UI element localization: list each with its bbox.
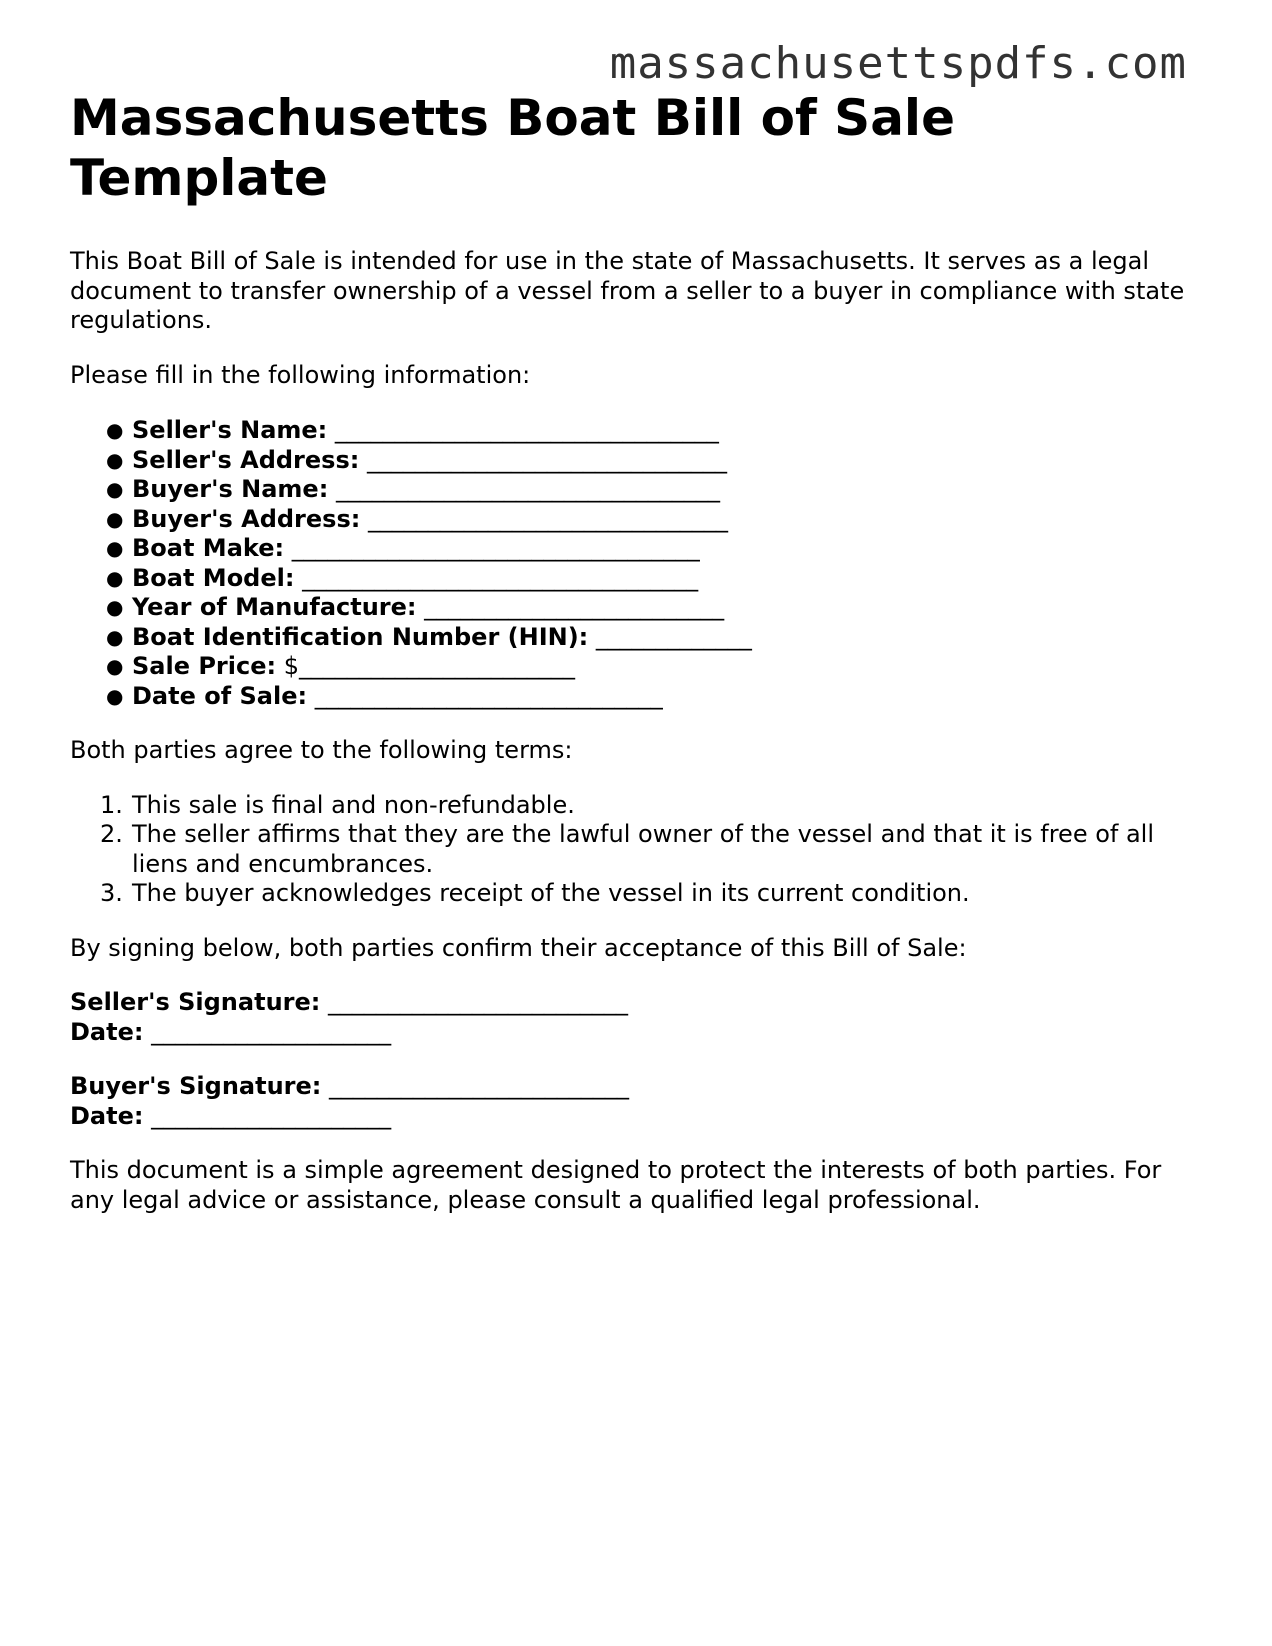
field-label: Buyer's Name: [132, 475, 329, 503]
bullet-icon: ● [106, 565, 124, 590]
field-boat-make [106, 534, 1205, 564]
field-boat-model [106, 563, 1205, 594]
field-label: Boat Model: [132, 563, 295, 592]
bullet-icon: ● [106, 624, 124, 649]
field-label: Year of Manufacture: [132, 593, 417, 621]
bullet-icon: ● [106, 654, 124, 678]
field-blank[interactable]: ________________________________ [335, 475, 720, 503]
bullet-icon: ● [106, 683, 124, 708]
field-blank[interactable]: _________________________________ [302, 563, 699, 592]
buyer-date-blank[interactable]: ____________________ [151, 1101, 392, 1130]
field-sellers-address [106, 445, 1205, 476]
term-item [100, 790, 1205, 821]
field-blank[interactable]: ________________________________ [334, 416, 719, 444]
seller-signature-blank[interactable]: _________________________ [328, 988, 628, 1016]
bullet-icon: ● [106, 447, 124, 472]
seller-date-blank[interactable]: ____________________ [151, 1017, 392, 1046]
field-sellers-name [106, 416, 1205, 446]
currency-prefix: $ [283, 652, 300, 680]
seller-signature-label: Seller's Signature: [70, 988, 321, 1016]
bullet-icon: ● [106, 506, 124, 531]
buyer-date-line [70, 1102, 1205, 1132]
field-blank[interactable]: _____________________________ [314, 681, 663, 710]
document-body [70, 88, 1205, 1215]
terms-intro: Both parties agree to the following terms: [70, 736, 573, 764]
bullet-icon: ● [106, 595, 124, 619]
field-label: Date of Sale: [132, 681, 308, 710]
term-item [100, 820, 1205, 879]
field-year-of-manufacture [106, 593, 1205, 623]
field-blank[interactable]: ______________________________ [367, 504, 728, 533]
term-text: The buyer acknowledges receipt of the vessel in its current condition. [132, 879, 970, 907]
term-item [100, 879, 1205, 909]
intro-paragraph: This Boat Bill of Sale is intended for use in the state of Massachusetts. It serves as a legal document to transfer ownership of a vessel from a seller to a buyer in compliance with state regulations. [70, 247, 1185, 334]
document-title: Massachusetts Boat Bill of Sale Template [70, 89, 955, 207]
bullet-icon: ● [106, 477, 124, 501]
field-buyers-name [106, 475, 1205, 505]
buyer-signature-block [70, 1072, 1205, 1131]
term-text: The seller affirms that they are the lawful owner of the vessel and that it is free of all liens and encumbrances. [132, 820, 1155, 878]
field-buyers-address [106, 504, 1205, 535]
field-blank[interactable]: __________________________________ [291, 534, 700, 562]
term-number: 2. [100, 820, 123, 848]
field-hin [106, 622, 1205, 653]
fill-prompt: Please fill in the following information: [70, 360, 531, 389]
seller-signature-line [70, 988, 1205, 1018]
info-field-list [70, 416, 1205, 711]
term-number: 1. [100, 790, 123, 819]
field-date-of-sale [106, 681, 1205, 712]
terms-list [70, 791, 1205, 909]
site-watermark: massachusettspdfs.com [609, 38, 1187, 89]
seller-date-label: Date: [70, 1017, 144, 1046]
buyer-date-label: Date: [70, 1101, 144, 1130]
field-label: Buyer's Address: [132, 504, 361, 533]
field-blank[interactable]: _______________________ [299, 652, 576, 680]
field-label: Sale Price: [132, 652, 277, 680]
bullet-icon: ● [106, 418, 124, 442]
closing-paragraph: This document is a simple agreement designed to protect the interests of both parties. For any legal advice or assistance, please consult a qualified legal professional. [70, 1156, 1162, 1214]
field-label: Boat Identification Number (HIN): [132, 622, 589, 651]
seller-signature-block [70, 988, 1205, 1047]
term-number: 3. [100, 879, 123, 907]
field-label: Seller's Name: [132, 416, 328, 444]
signing-intro: By signing below, both parties confirm their acceptance of this Bill of Sale: [70, 933, 967, 962]
bullet-icon: ● [106, 536, 124, 560]
buyer-signature-blank[interactable]: _________________________ [329, 1072, 630, 1100]
term-text: This sale is final and non-refundable. [132, 790, 575, 819]
field-blank[interactable]: ______________________________ [366, 445, 727, 474]
field-label: Boat Make: [132, 534, 285, 562]
field-label: Seller's Address: [132, 445, 360, 474]
field-blank[interactable]: _________________________ [424, 593, 725, 621]
field-sale-price [106, 652, 1205, 682]
buyer-signature-line [70, 1072, 1205, 1102]
seller-date-line [70, 1018, 1205, 1048]
buyer-signature-label: Buyer's Signature: [70, 1072, 322, 1100]
field-blank[interactable]: _____________ [595, 622, 752, 651]
